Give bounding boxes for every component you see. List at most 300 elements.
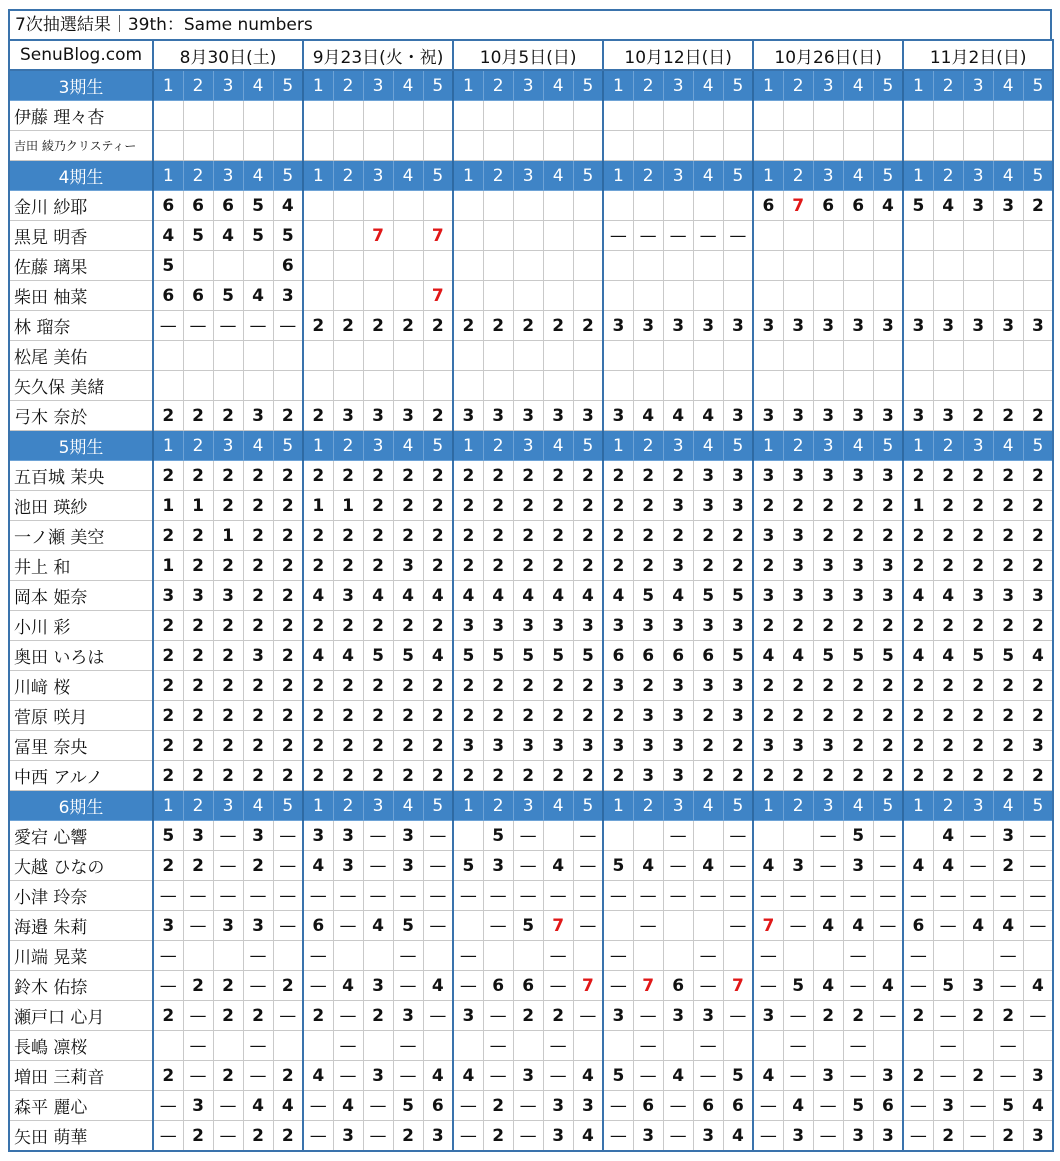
result-cell [363, 131, 393, 161]
result-cell: 2 [1023, 671, 1053, 701]
result-cell: 3 [603, 611, 633, 641]
result-cell: 3 [393, 401, 423, 431]
result-cell: 3 [783, 731, 813, 761]
result-cell: 3 [993, 191, 1023, 221]
result-cell: 3 [1023, 1121, 1053, 1152]
result-cell [423, 131, 453, 161]
result-cell: 2 [243, 761, 273, 791]
member-name: 鈴木 佑捺 [9, 971, 153, 1001]
result-cell [423, 341, 453, 371]
result-cell [483, 131, 513, 161]
result-cell: 3 [633, 701, 663, 731]
result-cell: 2 [513, 761, 543, 791]
result-cell: 2 [603, 701, 633, 731]
result-cell: 2 [243, 851, 273, 881]
member-row [9, 521, 1053, 551]
result-cell [333, 371, 363, 401]
member-row [9, 371, 1053, 401]
result-cell: 2 [783, 671, 813, 701]
result-cell: — [693, 221, 723, 251]
result-cell: 3 [183, 1091, 213, 1121]
result-cell: 4 [603, 581, 633, 611]
member-row [9, 1031, 1053, 1061]
slot-number: 3 [663, 431, 693, 461]
result-cell: 2 [993, 491, 1023, 521]
result-cell: 3 [333, 581, 363, 611]
result-cell: — [423, 851, 453, 881]
result-cell [663, 281, 693, 311]
result-cell [333, 191, 363, 221]
result-cell: — [603, 881, 633, 911]
result-cell: — [423, 881, 453, 911]
result-cell [843, 371, 873, 401]
result-cell: 5 [213, 281, 243, 311]
result-cell: 3 [573, 731, 603, 761]
result-cell: — [453, 971, 483, 1001]
result-cell: 4 [303, 581, 333, 611]
result-cell: — [363, 1091, 393, 1121]
result-cell [873, 341, 903, 371]
result-cell: 5 [903, 191, 933, 221]
result-cell: 2 [303, 701, 333, 731]
result-cell [903, 281, 933, 311]
slot-number: 2 [933, 70, 963, 101]
result-cell [873, 371, 903, 401]
slot-number: 3 [963, 70, 993, 101]
result-cell [573, 371, 603, 401]
result-cell: 3 [783, 311, 813, 341]
result-cell: 2 [813, 701, 843, 731]
result-cell: 2 [693, 731, 723, 761]
result-cell: 2 [963, 671, 993, 701]
result-cell: 2 [423, 731, 453, 761]
result-cell: 3 [573, 1091, 603, 1121]
result-cell [873, 221, 903, 251]
result-cell: — [333, 911, 363, 941]
slot-number: 4 [543, 431, 573, 461]
result-cell: 5 [993, 641, 1023, 671]
result-cell: 2 [573, 701, 603, 731]
result-cell: 2 [423, 611, 453, 641]
result-cell: 4 [813, 971, 843, 1001]
result-cell: 2 [483, 761, 513, 791]
slot-number: 1 [753, 791, 783, 821]
result-cell [663, 101, 693, 131]
result-cell: 2 [393, 521, 423, 551]
date-header: 10月12日(日) [603, 40, 753, 70]
result-cell: — [813, 881, 843, 911]
result-cell [423, 941, 453, 971]
slot-number: 3 [363, 161, 393, 191]
result-cell: — [543, 881, 573, 911]
result-cell [813, 221, 843, 251]
result-cell: — [1023, 881, 1053, 911]
result-cell: 2 [753, 611, 783, 641]
result-cell: 1 [333, 491, 363, 521]
result-cell [933, 341, 963, 371]
result-cell: 3 [393, 551, 423, 581]
result-cell: 2 [903, 611, 933, 641]
result-cell: 3 [903, 311, 933, 341]
result-cell [543, 251, 573, 281]
result-cell: — [243, 1061, 273, 1091]
result-cell: 4 [543, 851, 573, 881]
result-cell: — [813, 1091, 843, 1121]
result-cell: 2 [933, 1121, 963, 1152]
result-cell [363, 281, 393, 311]
result-cell: 2 [243, 671, 273, 701]
result-cell [333, 281, 363, 311]
result-cell: 3 [723, 611, 753, 641]
result-cell [783, 341, 813, 371]
result-cell: — [243, 881, 273, 911]
slot-number: 3 [663, 791, 693, 821]
result-cell [183, 131, 213, 161]
result-cell: 2 [993, 671, 1023, 701]
result-cell [483, 341, 513, 371]
result-cell [963, 221, 993, 251]
result-cell: 2 [903, 731, 933, 761]
result-cell: 2 [1023, 401, 1053, 431]
result-cell [183, 101, 213, 131]
result-cell [513, 221, 543, 251]
result-cell: — [723, 821, 753, 851]
result-cell: 2 [303, 761, 333, 791]
result-cell: — [723, 911, 753, 941]
result-cell: — [813, 1121, 843, 1152]
result-cell: 4 [213, 221, 243, 251]
result-cell: 2 [273, 731, 303, 761]
member-name: 一ノ瀬 美空 [9, 521, 153, 551]
result-cell [723, 281, 753, 311]
result-cell: 2 [273, 581, 303, 611]
result-cell [783, 371, 813, 401]
result-cell: 2 [453, 761, 483, 791]
result-cell: 2 [423, 401, 453, 431]
result-cell: 4 [333, 1091, 363, 1121]
slot-number: 2 [933, 431, 963, 461]
result-cell [603, 341, 633, 371]
result-cell: 3 [393, 1001, 423, 1031]
result-cell: 2 [273, 1061, 303, 1091]
result-cell: 2 [363, 551, 393, 581]
result-cell [423, 251, 453, 281]
member-row [9, 671, 1053, 701]
result-cell [693, 191, 723, 221]
result-cell [573, 191, 603, 221]
result-cell: 3 [633, 311, 663, 341]
generation-label: 6期生 [9, 791, 153, 821]
slot-number: 5 [573, 791, 603, 821]
result-cell: 2 [1023, 611, 1053, 641]
result-cell [333, 341, 363, 371]
result-cell: — [423, 821, 453, 851]
result-cell: 4 [453, 1061, 483, 1091]
result-cell [513, 131, 543, 161]
result-cell: 2 [243, 731, 273, 761]
result-cell [1023, 941, 1053, 971]
result-cell: — [213, 821, 243, 851]
result-cell: — [963, 1121, 993, 1152]
result-cell: 2 [963, 491, 993, 521]
result-cell: 3 [183, 821, 213, 851]
result-cell: 6 [753, 191, 783, 221]
result-cell: 2 [303, 1001, 333, 1031]
result-cell: 2 [273, 761, 303, 791]
result-cell: 2 [243, 1001, 273, 1031]
result-cell: — [603, 221, 633, 251]
result-cell: 2 [213, 551, 243, 581]
result-cell [603, 281, 633, 311]
result-cell: 2 [993, 611, 1023, 641]
result-cell: 3 [513, 611, 543, 641]
result-cell: — [873, 851, 903, 881]
result-cell: — [603, 971, 633, 1001]
member-row [9, 131, 1053, 161]
result-cell: 4 [243, 281, 273, 311]
slot-number: 5 [1023, 70, 1053, 101]
result-cell: 6 [273, 251, 303, 281]
result-cell: 3 [753, 731, 783, 761]
result-cell [573, 281, 603, 311]
slot-number: 5 [873, 791, 903, 821]
result-cell: 2 [333, 761, 363, 791]
result-cell: 3 [243, 821, 273, 851]
result-cell: — [153, 881, 183, 911]
slot-number: 5 [873, 431, 903, 461]
result-cell: 2 [363, 491, 393, 521]
result-cell: 2 [153, 521, 183, 551]
result-cell: — [663, 1091, 693, 1121]
result-cell: 4 [243, 1091, 273, 1121]
result-cell: 3 [723, 701, 753, 731]
member-row [9, 551, 1053, 581]
result-cell [903, 101, 933, 131]
result-cell: 2 [333, 311, 363, 341]
result-cell [543, 101, 573, 131]
result-cell: 5 [243, 221, 273, 251]
result-cell [513, 341, 543, 371]
result-cell: 3 [453, 611, 483, 641]
result-cell: — [1023, 911, 1053, 941]
result-cell: 3 [663, 1001, 693, 1031]
result-cell: 3 [873, 401, 903, 431]
result-cell [243, 341, 273, 371]
result-cell: 3 [633, 1121, 663, 1152]
result-cell: 5 [993, 1091, 1023, 1121]
slot-number: 4 [993, 791, 1023, 821]
result-cell: — [393, 1061, 423, 1091]
result-cell [783, 251, 813, 281]
result-cell [453, 911, 483, 941]
result-cell: 2 [183, 971, 213, 1001]
result-cell: 2 [213, 701, 243, 731]
member-name: 五百城 茉央 [9, 461, 153, 491]
result-cell: 4 [903, 581, 933, 611]
result-cell: 2 [903, 1001, 933, 1031]
result-cell: 4 [903, 641, 933, 671]
result-cell: 2 [633, 521, 663, 551]
result-cell: — [813, 821, 843, 851]
member-name: 柴田 柚菜 [9, 281, 153, 311]
result-cell [573, 941, 603, 971]
result-cell: 4 [423, 581, 453, 611]
result-cell: — [633, 221, 663, 251]
result-cell: 2 [573, 311, 603, 341]
slot-number: 4 [993, 431, 1023, 461]
result-cell: 2 [513, 551, 543, 581]
result-cell: — [933, 881, 963, 911]
result-cell: 2 [213, 971, 243, 1001]
slot-number: 1 [153, 161, 183, 191]
result-cell: — [333, 1001, 363, 1031]
result-cell: 4 [933, 581, 963, 611]
result-cell: — [963, 821, 993, 851]
member-row [9, 251, 1053, 281]
slot-number: 1 [303, 161, 333, 191]
result-cell: 6 [873, 1091, 903, 1121]
result-cell: 2 [393, 731, 423, 761]
result-cell [783, 101, 813, 131]
result-cell: 2 [243, 461, 273, 491]
result-cell [213, 251, 243, 281]
result-cell: 2 [873, 731, 903, 761]
result-cell [933, 131, 963, 161]
result-cell: — [963, 851, 993, 881]
result-cell: 2 [213, 1061, 243, 1091]
result-cell: 7 [423, 221, 453, 251]
result-cell: — [543, 1031, 573, 1061]
result-cell: — [723, 851, 753, 881]
result-cell [663, 191, 693, 221]
result-cell: 7 [543, 911, 573, 941]
result-cell [483, 941, 513, 971]
result-cell: 3 [783, 461, 813, 491]
slot-number: 5 [723, 431, 753, 461]
result-cell [753, 371, 783, 401]
result-cell: — [993, 881, 1023, 911]
result-cell: 5 [273, 221, 303, 251]
result-cell: — [363, 821, 393, 851]
result-cell: 2 [423, 671, 453, 701]
result-cell: 2 [903, 1061, 933, 1091]
result-cell: 2 [183, 731, 213, 761]
result-cell: — [843, 941, 873, 971]
slot-number: 3 [213, 70, 243, 101]
result-cell: — [273, 881, 303, 911]
result-cell [153, 371, 183, 401]
result-cell: 2 [393, 701, 423, 731]
result-cell: 2 [843, 671, 873, 701]
result-cell: 3 [993, 821, 1023, 851]
result-cell: — [363, 851, 393, 881]
slot-number: 3 [363, 431, 393, 461]
result-cell [573, 101, 603, 131]
result-cell: — [423, 911, 453, 941]
slot-number: 5 [273, 791, 303, 821]
result-cell: 2 [213, 401, 243, 431]
result-cell: 3 [1023, 311, 1053, 341]
result-cell: 2 [633, 551, 663, 581]
result-cell: 2 [333, 521, 363, 551]
member-name: 増田 三莉音 [9, 1061, 153, 1091]
result-cell [453, 1031, 483, 1061]
slot-number: 5 [273, 70, 303, 101]
result-cell: 2 [573, 491, 603, 521]
result-cell: 4 [393, 581, 423, 611]
result-cell: — [273, 821, 303, 851]
result-cell [153, 101, 183, 131]
date-header: 11月2日(日) [903, 40, 1053, 70]
result-cell: 3 [753, 581, 783, 611]
slot-number: 4 [243, 791, 273, 821]
result-cell: — [723, 221, 753, 251]
result-cell: — [693, 1061, 723, 1091]
result-cell [753, 131, 783, 161]
member-name: 小川 彩 [9, 611, 153, 641]
slot-number: 2 [183, 791, 213, 821]
slot-number: 3 [813, 431, 843, 461]
result-cell: 4 [423, 641, 453, 671]
result-cell: 2 [453, 701, 483, 731]
result-cell: 3 [633, 761, 663, 791]
result-cell: 3 [603, 401, 633, 431]
result-cell: — [303, 881, 333, 911]
result-cell [393, 101, 423, 131]
result-cell: — [303, 1091, 333, 1121]
slot-number: 1 [903, 431, 933, 461]
result-cell: — [513, 881, 543, 911]
result-cell: 5 [393, 1091, 423, 1121]
result-cell: 3 [663, 611, 693, 641]
result-cell [753, 1031, 783, 1061]
result-cell: 2 [903, 761, 933, 791]
slot-number: 4 [693, 70, 723, 101]
result-cell: 3 [663, 491, 693, 521]
lottery-results-table [8, 39, 1054, 1152]
slot-number: 4 [993, 70, 1023, 101]
result-cell: 5 [843, 641, 873, 671]
result-cell: 2 [993, 731, 1023, 761]
result-cell: 2 [513, 461, 543, 491]
date-header: 8月30日(土) [153, 40, 303, 70]
result-cell [813, 131, 843, 161]
slot-number: 5 [723, 791, 753, 821]
result-cell: — [603, 1121, 633, 1152]
result-cell [933, 371, 963, 401]
result-cell: — [903, 1121, 933, 1152]
member-name: 岡本 姫奈 [9, 581, 153, 611]
result-cell: — [663, 881, 693, 911]
slot-number: 1 [753, 161, 783, 191]
slot-number: 5 [1023, 161, 1053, 191]
result-cell: 2 [933, 761, 963, 791]
result-cell: 2 [783, 761, 813, 791]
result-cell: 2 [213, 1001, 243, 1031]
result-cell: 6 [813, 191, 843, 221]
result-cell [993, 281, 1023, 311]
result-cell: 3 [603, 1001, 633, 1031]
result-cell: 3 [993, 581, 1023, 611]
result-cell: 2 [363, 461, 393, 491]
result-cell: 3 [753, 521, 783, 551]
result-cell: 2 [993, 1121, 1023, 1152]
result-cell [573, 1031, 603, 1061]
result-cell: 2 [933, 491, 963, 521]
result-cell: 5 [513, 641, 543, 671]
result-cell: 2 [273, 611, 303, 641]
result-cell: 5 [243, 191, 273, 221]
